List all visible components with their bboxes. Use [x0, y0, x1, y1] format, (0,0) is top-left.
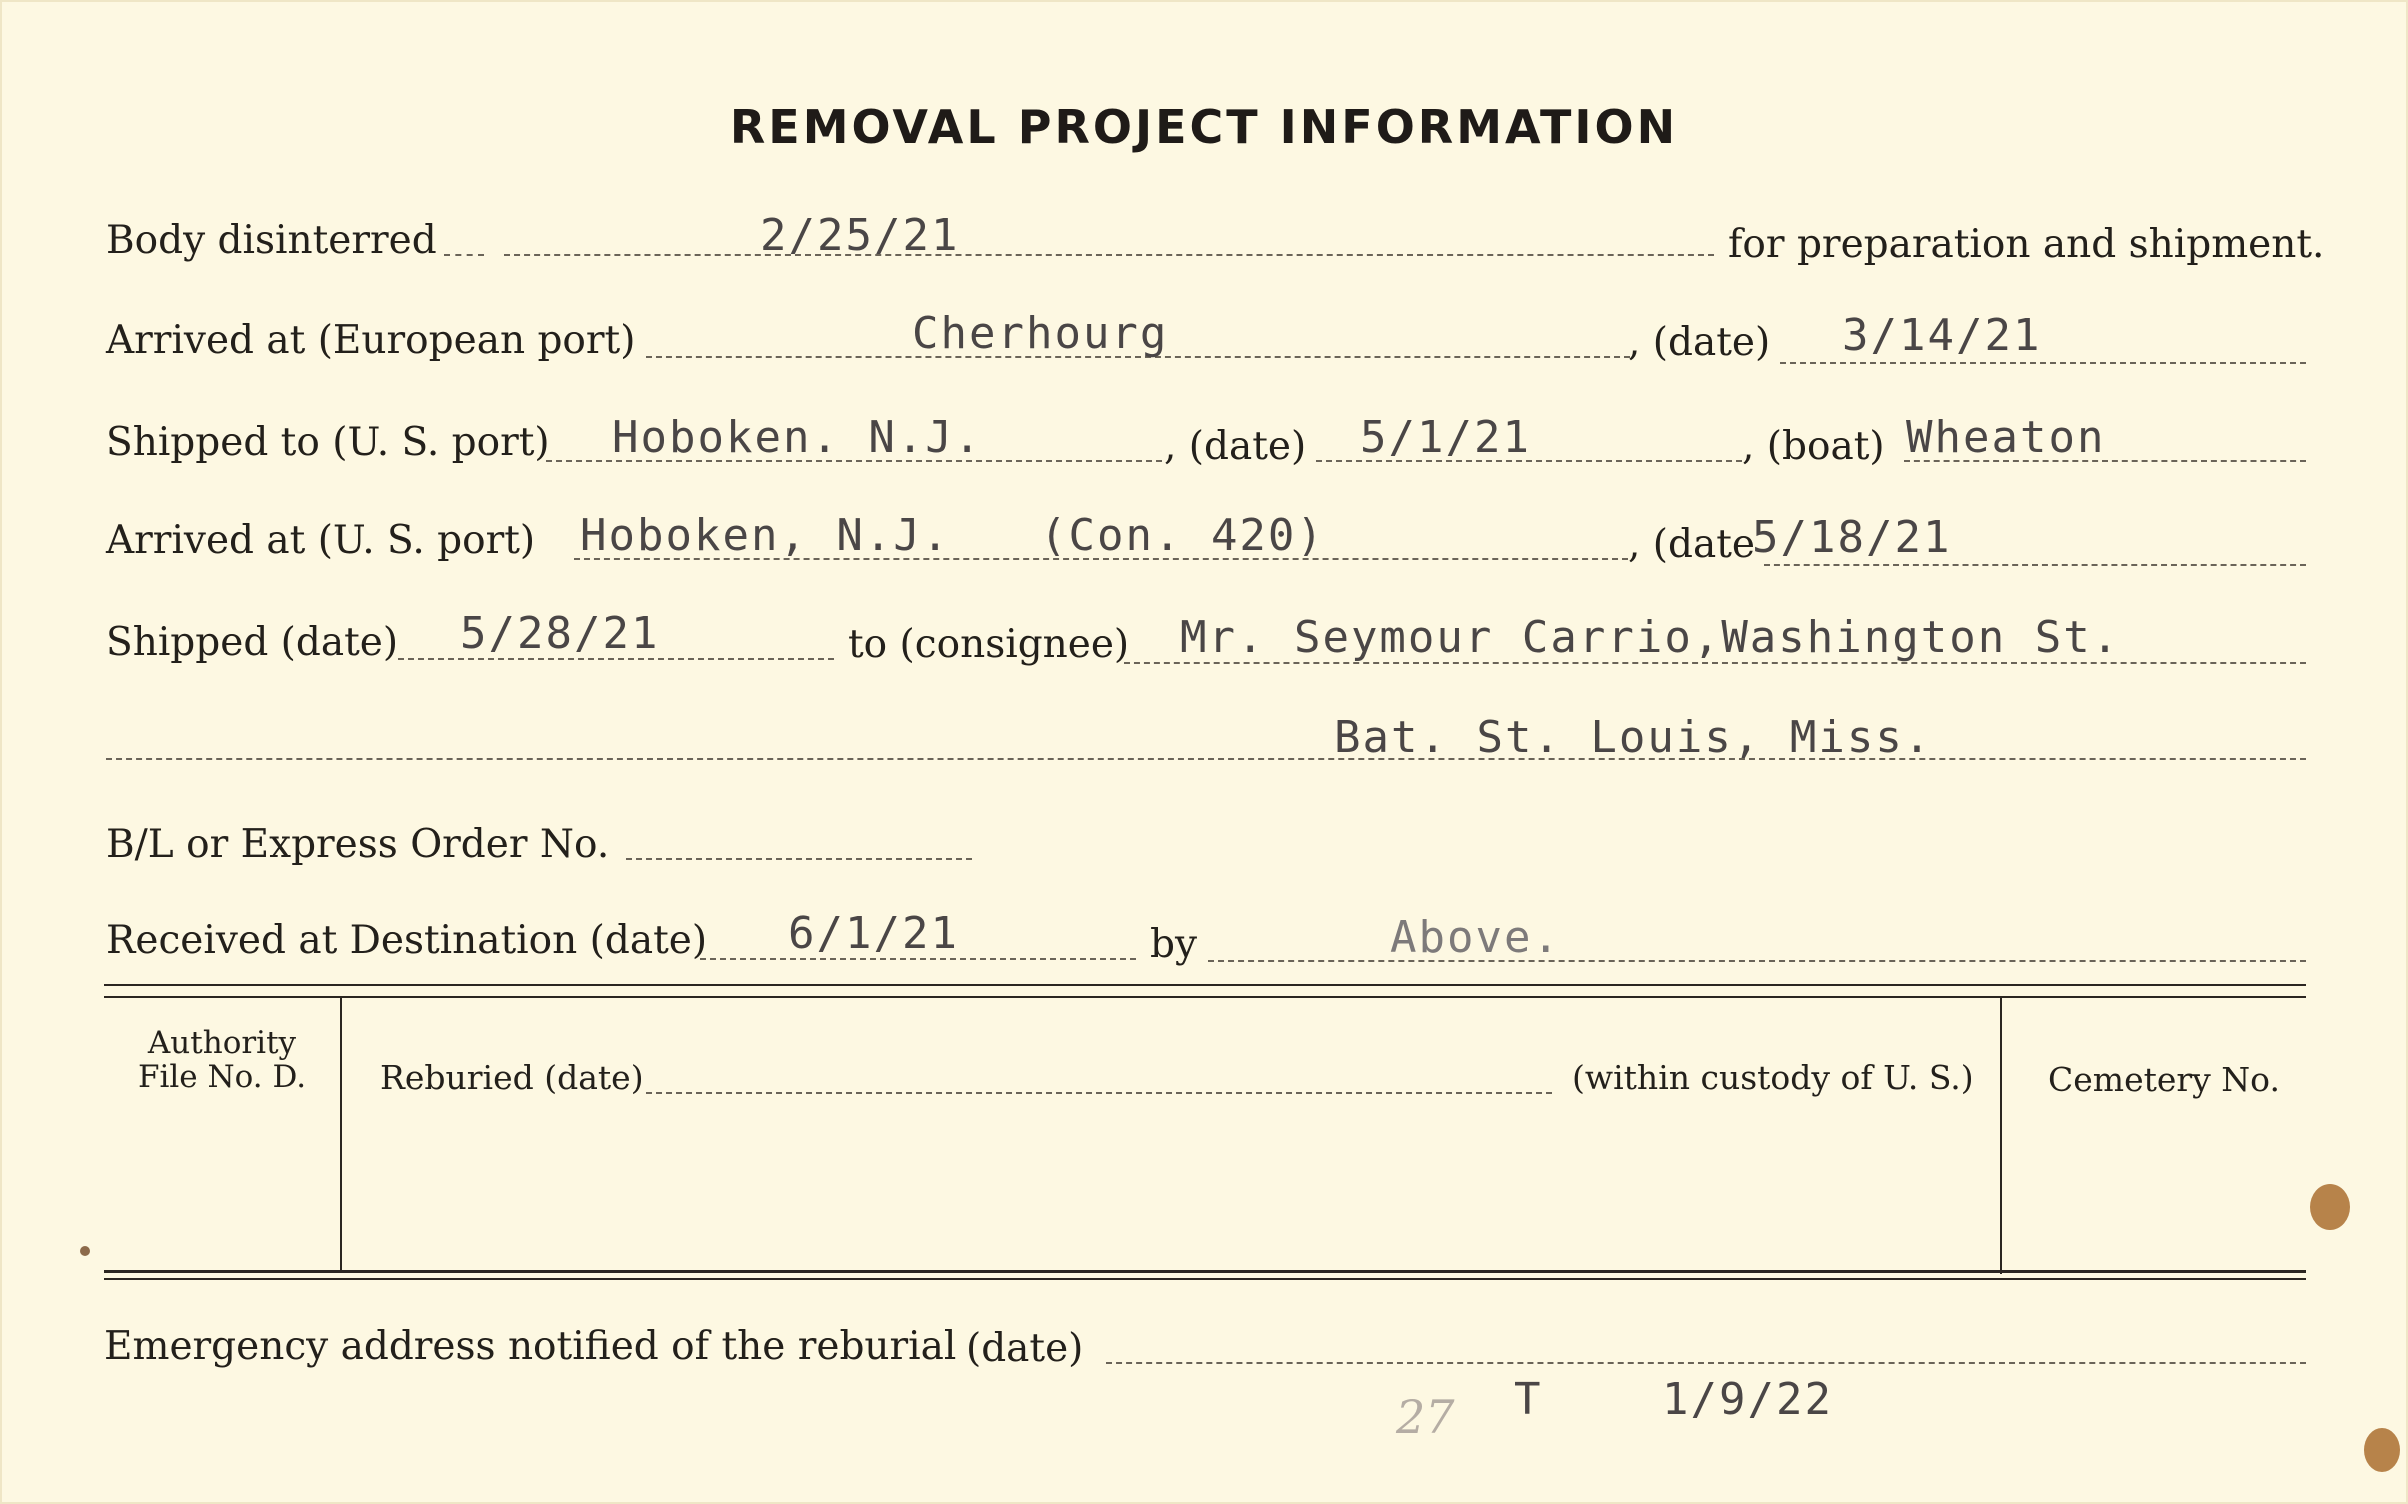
- label-shipped-date-row: Shipped (date): [106, 620, 399, 665]
- section-divider-left: [340, 998, 342, 1270]
- emergency-mark-value: T: [1514, 1374, 1543, 1425]
- disinterred-date-line: [504, 254, 1714, 256]
- label-authority: Authority: [147, 1025, 297, 1061]
- label-cemetery-no: Cemetery No.: [2048, 1060, 2280, 1099]
- label-shipped-to-us-port: Shipped to (U. S. port): [106, 420, 550, 465]
- label-arrived-european-port: Arrived at (European port): [106, 318, 636, 363]
- european-date-value: 3/14/21: [1842, 310, 2042, 361]
- shipped-date-value: 5/1/21: [1360, 412, 1531, 463]
- label-arrived-us-port: Arrived at (U. S. port): [106, 518, 536, 563]
- received-by-value: Above.: [1390, 912, 1561, 963]
- rust-stain: [2310, 1184, 2350, 1230]
- section-bottom-rule-2: [104, 1278, 2306, 1280]
- emergency-date-value: 1/9/22: [1662, 1374, 1833, 1425]
- rust-stain: [2364, 1428, 2400, 1472]
- bl-order-line: [626, 858, 972, 860]
- label-authority-file-no: File No. D.: [137, 1059, 307, 1095]
- european-date-line: [1780, 362, 2306, 364]
- label-received-by: by: [1150, 922, 1197, 967]
- card-title: REMOVAL PROJECT INFORMATION: [729, 100, 1679, 154]
- arrived-con-value: (Con. 420): [1040, 510, 1325, 561]
- label-emergency-date: (date): [966, 1326, 1084, 1371]
- dash-line: [444, 254, 484, 256]
- label-for-preparation: for preparation and shipment.: [1728, 222, 2325, 267]
- reburied-date-line: [646, 1092, 1552, 1094]
- arrived-date-value: 5/18/21: [1752, 512, 1952, 563]
- label-to-consignee: to (consignee): [848, 622, 1130, 667]
- section-divider-right: [2000, 998, 2002, 1274]
- consignee-continuation-line: [106, 758, 2306, 760]
- received-date-value: 6/1/21: [788, 908, 959, 959]
- label-within-custody: (within custody of U. S.): [1572, 1058, 1974, 1097]
- label-emergency-address: Emergency address notified of the reburial: [104, 1324, 957, 1369]
- arrived-us-port-value: Hoboken, N.J.: [580, 510, 951, 561]
- label-reburied-date: Reburied (date): [380, 1058, 644, 1097]
- label-body-disinterred: Body disinterred: [106, 218, 437, 263]
- consignee-line1-value: Mr. Seymour Carrio,Washington St.: [1180, 612, 2121, 663]
- label-bl-order: B/L or Express Order No.: [106, 822, 610, 867]
- consignee-line2-value: Bat. St. Louis, Miss.: [1334, 712, 1933, 763]
- label-received-destination: Received at Destination (date): [106, 918, 708, 963]
- received-by-line: [1208, 960, 2306, 962]
- ink-dot: [80, 1246, 90, 1256]
- label-arrived-date: , (date: [1628, 522, 1755, 567]
- label-european-date: , (date): [1628, 320, 1771, 365]
- section-top-rule-1: [104, 984, 2306, 986]
- arrived-date-line: [1764, 564, 2306, 566]
- pencil-mark: 27: [1396, 1390, 1455, 1444]
- boat-value: Wheaton: [1906, 412, 2106, 463]
- ship-date-value: 5/28/21: [460, 608, 660, 659]
- emergency-date-line: [1106, 1362, 2306, 1364]
- us-port-value: Hoboken. N.J.: [612, 412, 983, 463]
- disinterred-date-value: 2/25/21: [760, 210, 960, 261]
- section-bottom-rule-1: [104, 1270, 2306, 1273]
- label-boat: , (boat): [1742, 424, 1885, 469]
- european-port-value: Cherhourg: [912, 308, 1169, 359]
- section-top-rule-2: [104, 996, 2306, 998]
- label-shipped-date: , (date): [1164, 424, 1307, 469]
